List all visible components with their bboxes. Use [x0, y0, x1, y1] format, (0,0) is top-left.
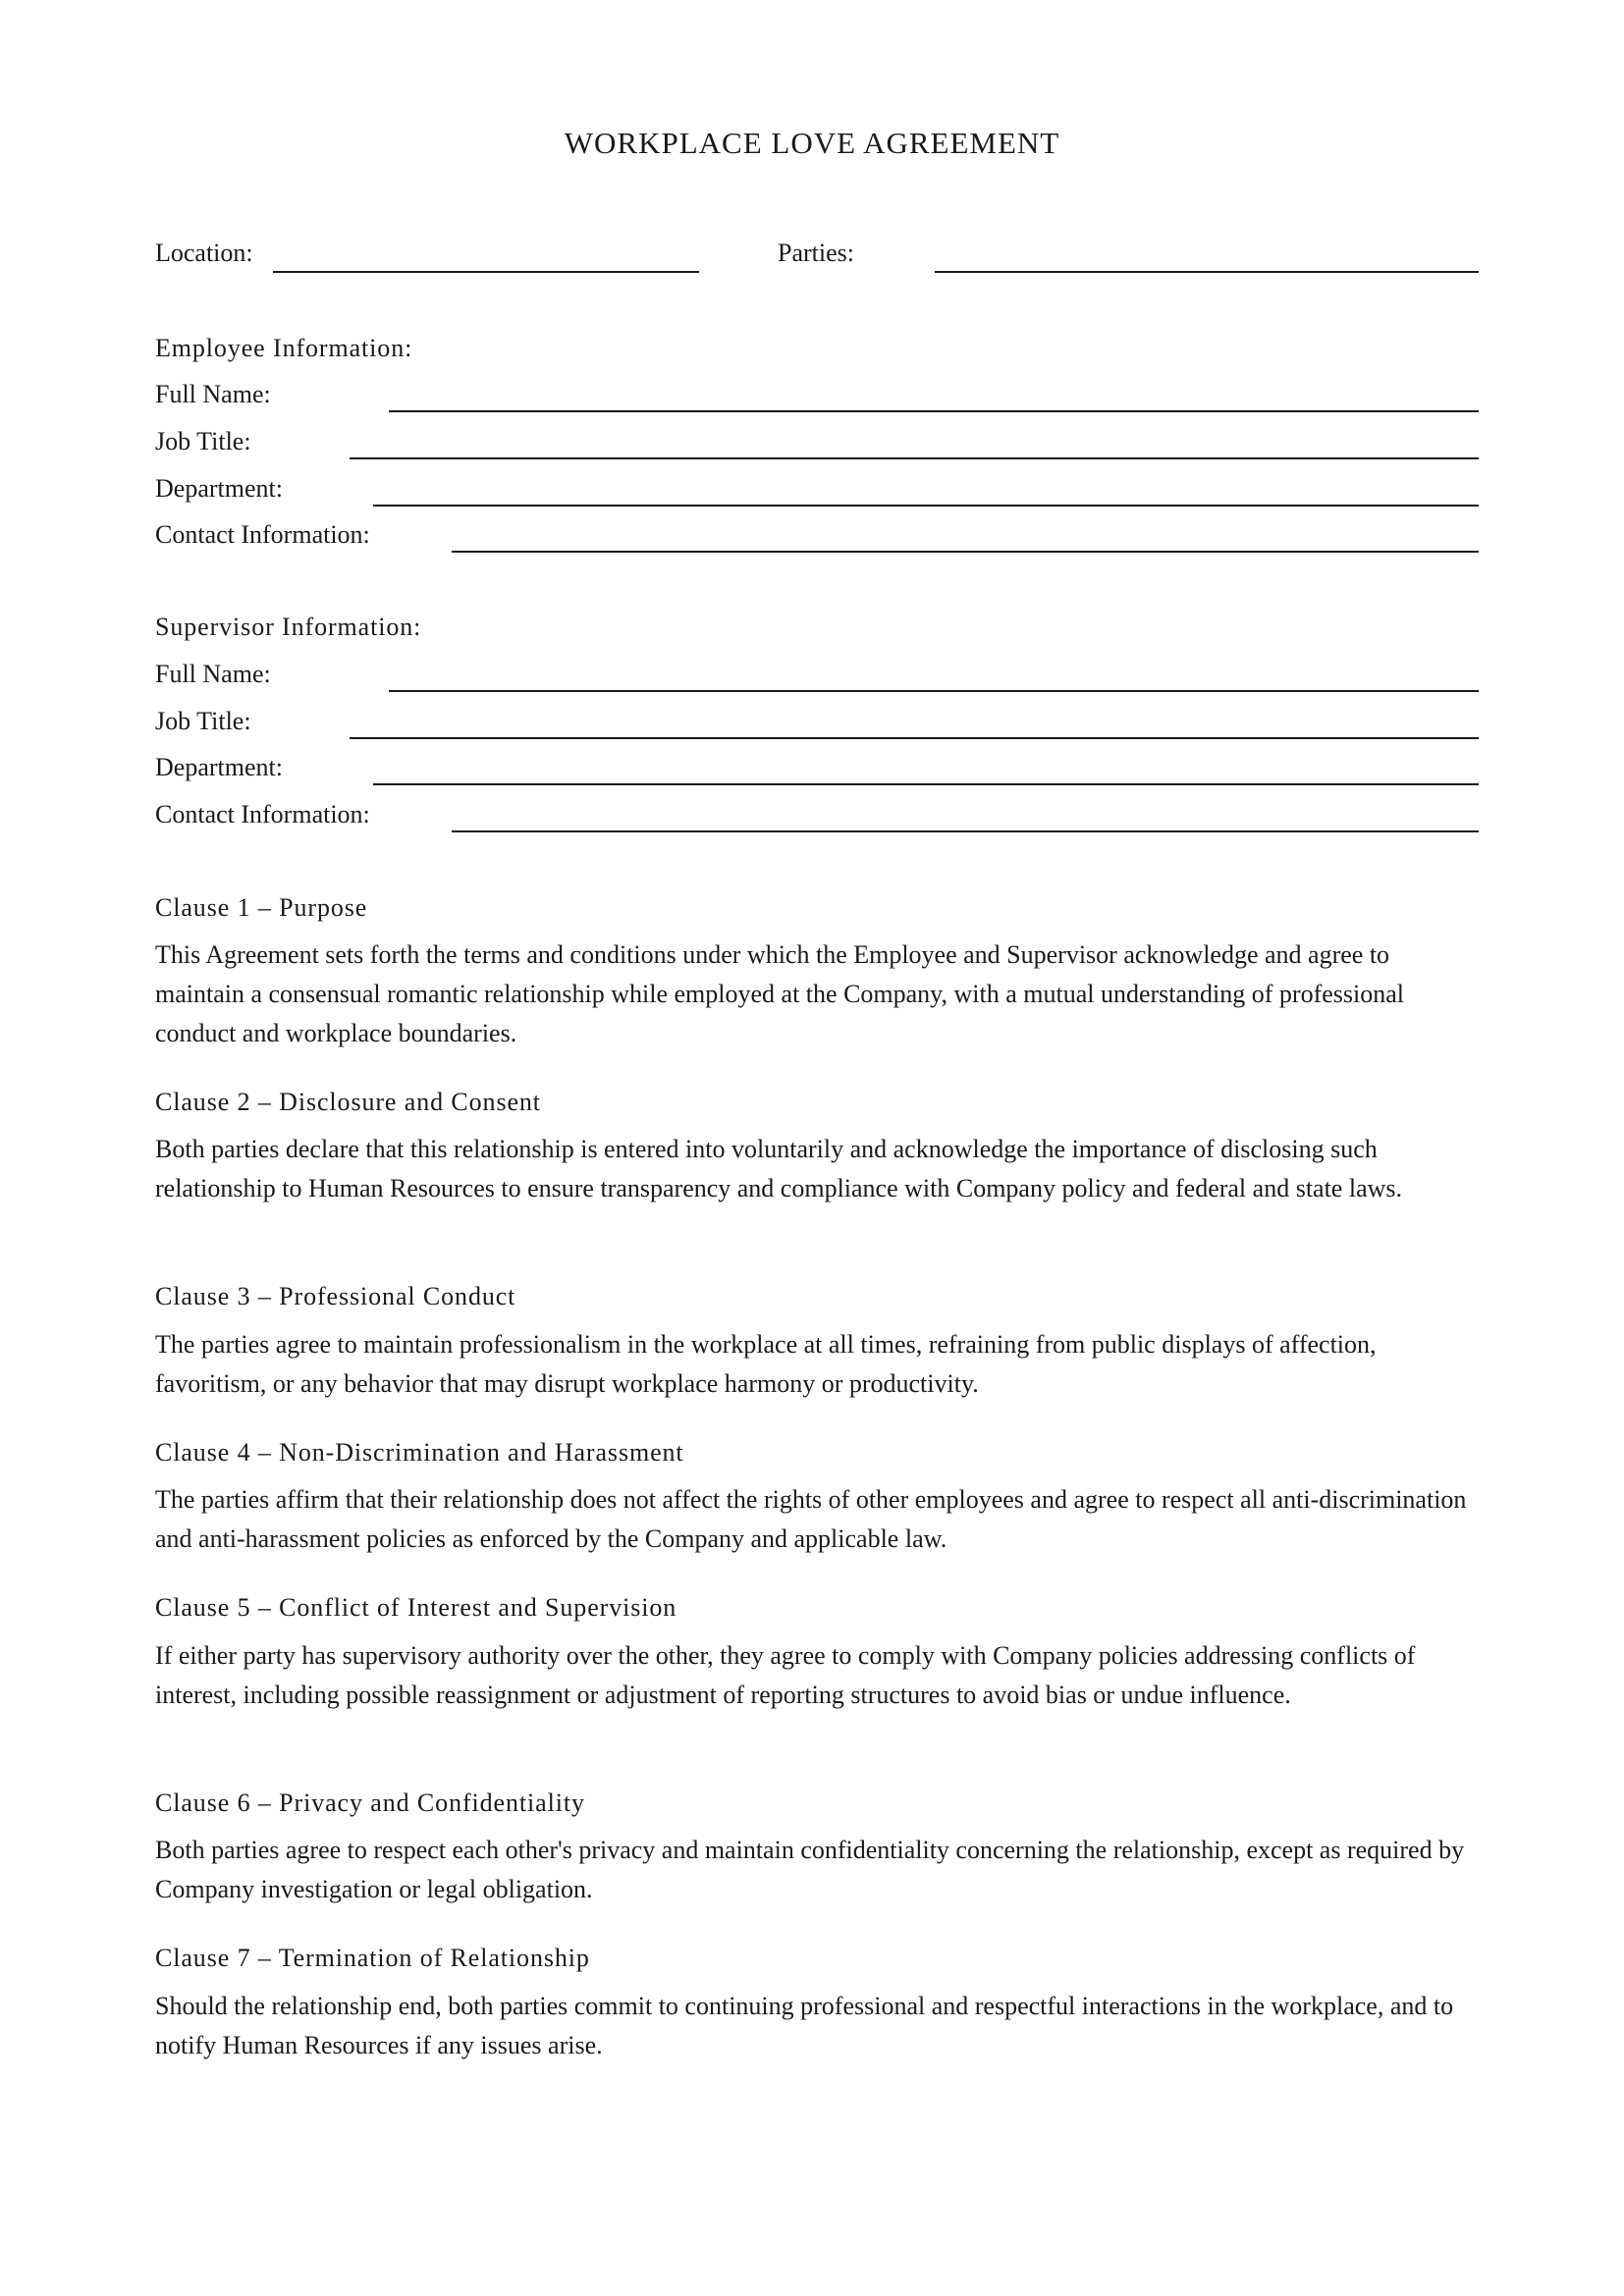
clause-7-body: Should the relationship end, both parties commit to continuing professional and respectful interactions in the workplace, and to notify Human Resources if any issues arise. — [155, 1992, 1454, 2059]
clause-5-body: If either party has supervisory authority over the other, they agree to comply with Company policies addressing conflicts of interest, including possible reassignment or adjustment of reporting structures to avoid bias or undue influence. — [155, 1641, 1416, 1709]
supervisor-job-title-label: Job Title: — [155, 707, 251, 735]
document-title: WORKPLACE LOVE AGREEMENT — [564, 126, 1060, 160]
supervisor-full-name-field[interactable] — [389, 690, 1479, 692]
clause-4-heading: Clause 4 – Non-Discrimination and Harassment — [155, 1438, 684, 1467]
clause-2-body: Both parties declare that this relationship is entered into voluntarily and acknowledge the importance of disclosing such relationship to Human Resources to ensure transparency and compliance with Company policy and federal and state laws. — [155, 1135, 1403, 1202]
clause-1-body: This Agreement sets forth the terms and conditions under which the Employee and Supervisor acknowledge and agree to maintain a consensual romantic relationship while employed at the Company, with a mutual understanding of professional conduct and workplace boundaries. — [155, 940, 1405, 1047]
supervisor-info-heading: Supervisor Information: — [155, 613, 422, 641]
employee-full-name-label: Full Name: — [155, 380, 271, 408]
location-field[interactable] — [273, 271, 699, 273]
location-label: Location: — [155, 239, 253, 267]
clause-7-heading: Clause 7 – Termination of Relationship — [155, 1944, 590, 1972]
clause-6-heading: Clause 6 – Privacy and Confidentiality — [155, 1789, 585, 1817]
supervisor-department-label: Department: — [155, 753, 283, 781]
clause-6-body: Both parties agree to respect each other's privacy and maintain confidentiality concerning the relationship, except as required by Company investigation or legal obligation. — [155, 1836, 1465, 1903]
supervisor-job-title-field[interactable] — [350, 737, 1479, 739]
employee-contact-field[interactable] — [452, 551, 1479, 553]
parties-label: Parties: — [778, 239, 854, 267]
clause-3-body: The parties agree to maintain professionalism in the workplace at all times, refraining from public displays of affection, favoritism, or any behavior that may disrupt workplace harmony or productivity. — [155, 1330, 1377, 1398]
parties-field[interactable] — [935, 271, 1479, 273]
supervisor-contact-label: Contact Information: — [155, 800, 370, 828]
clause-5-heading: Clause 5 – Conflict of Interest and Supervision — [155, 1593, 677, 1622]
employee-info-heading: Employee Information: — [155, 334, 413, 362]
clause-2-heading: Clause 2 – Disclosure and Consent — [155, 1088, 541, 1116]
employee-job-title-label: Job Title: — [155, 427, 251, 455]
employee-department-field[interactable] — [373, 505, 1479, 507]
employee-job-title-field[interactable] — [350, 457, 1479, 459]
employee-department-label: Department: — [155, 474, 283, 503]
clause-4-body: The parties affirm that their relationship does not affect the rights of other employees and agree to respect all anti-discrimination and anti-harassment policies as enforced by the Company and applicable law. — [155, 1485, 1467, 1553]
employee-contact-label: Contact Information: — [155, 520, 370, 549]
supervisor-department-field[interactable] — [373, 783, 1479, 785]
supervisor-contact-field[interactable] — [452, 830, 1479, 832]
clause-1-heading: Clause 1 – Purpose — [155, 893, 368, 922]
clause-3-heading: Clause 3 – Professional Conduct — [155, 1282, 516, 1310]
supervisor-full-name-label: Full Name: — [155, 660, 271, 688]
employee-full-name-field[interactable] — [389, 410, 1479, 412]
